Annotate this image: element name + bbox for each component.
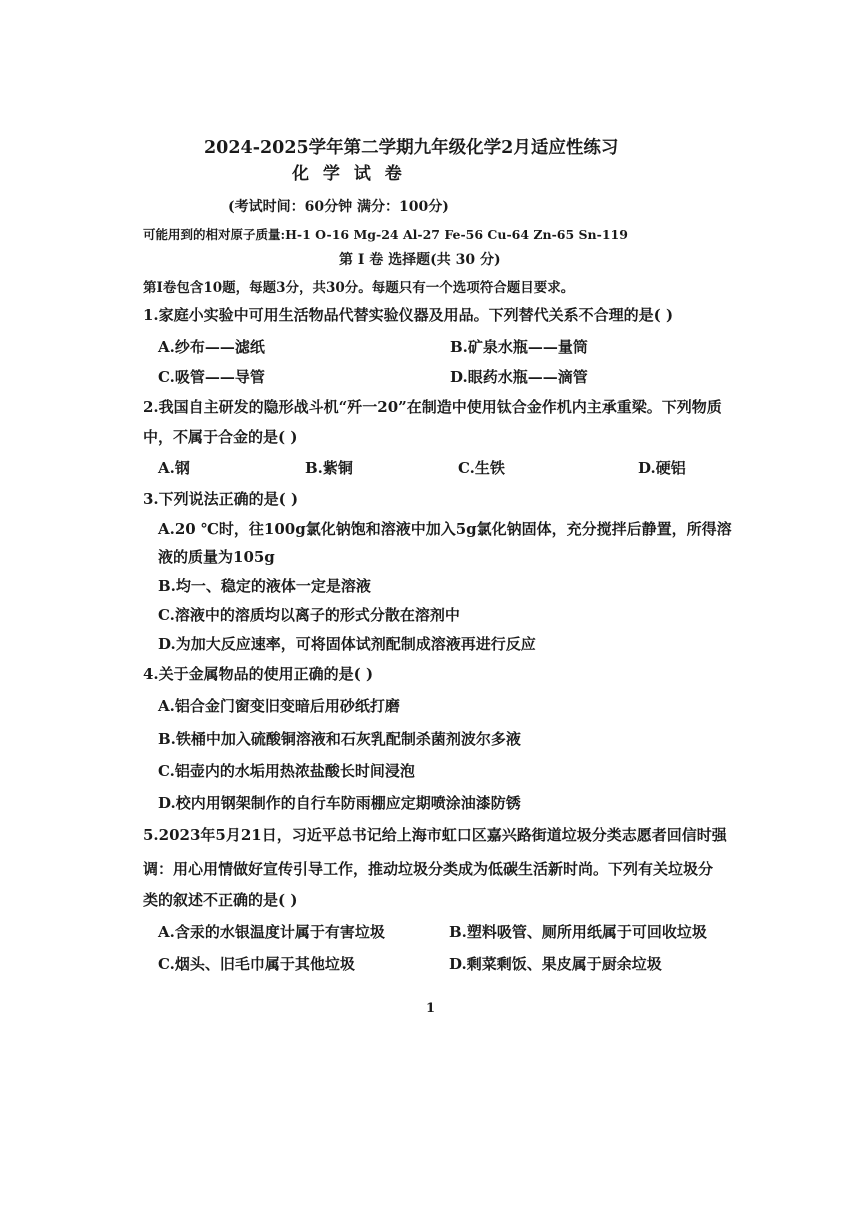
section-instructions: 第I卷包含10题，每题3分，共30分。每题只有一个选项符合题目要求。 [143, 280, 575, 296]
question-3-option-b: B.均一、稳定的液体一定是溶液 [158, 577, 371, 595]
question-4-option-a: A.铝合金门窗变旧变暗后用砂纸打磨 [158, 697, 400, 715]
question-2-stem-line-1: 2.我国自主研发的隐形战斗机“歼一20”在制造中使用钛合金作机内主承重梁。下列物质 [143, 398, 722, 416]
question-5-option-a: A.含汞的水银温度计属于有害垃圾 [158, 923, 385, 941]
question-4-option-b: B.铁桶中加入硫酸铜溶液和石灰乳配制杀菌剂波尔多液 [158, 730, 521, 748]
question-4-stem: 4.关于金属物品的使用正确的是( ) [143, 665, 374, 683]
question-1-stem: 1.家庭小实验中可用生活物品代替实验仪器及用品。下列替代关系不合理的是( ) [143, 306, 674, 324]
question-3-option-c: C.溶液中的溶质均以离子的形式分散在溶剂中 [158, 606, 460, 624]
page-number: 1 [426, 1001, 436, 1016]
question-2-option-a: A.钢 [158, 459, 190, 477]
question-1-option-d: D.眼药水瓶——滴管 [450, 368, 588, 386]
question-5-stem-line-2: 调：用心用情做好宣传引导工作，推动垃圾分类成为低碳生活新时尚。下列有关垃圾分 [143, 860, 714, 878]
question-5-stem-line-3: 类的叙述不正确的是( ) [143, 891, 298, 909]
question-1-option-c: C.吸管——导管 [158, 368, 265, 386]
question-3-stem: 3.下列说法正确的是( ) [143, 490, 299, 508]
question-1-option-a: A.纱布——滤纸 [158, 338, 265, 356]
question-2-option-b: B.紫铜 [305, 459, 353, 477]
question-3-option-a: A.20 ℃时，往100g氯化钠饱和溶液中加入5g氯化钠固体，充分搅拌后静置，所得溶 [158, 520, 732, 538]
exam-title: 2024-2025学年第二学期九年级化学2月适应性练习 [204, 138, 619, 158]
question-1-option-b: B.矿泉水瓶——量筒 [450, 338, 588, 356]
exam-time-info: (考试时间：60分钟 满分：100分) [228, 199, 449, 215]
question-4-option-d: D.校内用钢架制作的自行车防雨棚应定期喷涂油漆防锈 [158, 794, 521, 812]
question-5-stem-line-1: 5.2023年5月21日，习近平总书记给上海市虹口区嘉兴路街道垃圾分类志愿者回信时强 [143, 826, 727, 844]
question-2-option-c: C.生铁 [458, 459, 505, 477]
question-5-option-c: C.烟头、旧毛巾属于其他垃圾 [158, 955, 355, 973]
question-3-option-a-cont: 液的质量为105g [158, 548, 275, 566]
question-2-option-d: D.硬铝 [638, 459, 686, 477]
question-2-stem-line-2: 中，不属于合金的是( ) [143, 428, 298, 446]
section-title: 第 I 卷 选择题(共 30 分) [339, 252, 501, 268]
atomic-masses: 可能用到的相对原子质量:H-1 O-16 Mg-24 Al-27 Fe-56 Cu-64 Zn-65 Sn-119 [143, 227, 628, 242]
question-5-option-d: D.剩菜剩饭、果皮属于厨余垃圾 [449, 955, 662, 973]
question-5-option-b: B.塑料吸管、厕所用纸属于可回收垃圾 [449, 923, 707, 941]
exam-subtitle: 化 学 试 卷 [292, 164, 406, 184]
question-3-option-d: D.为加大反应速率，可将固体试剂配制成溶液再进行反应 [158, 635, 536, 653]
question-4-option-c: C.铝壶内的水垢用热浓盐酸长时间浸泡 [158, 762, 415, 780]
